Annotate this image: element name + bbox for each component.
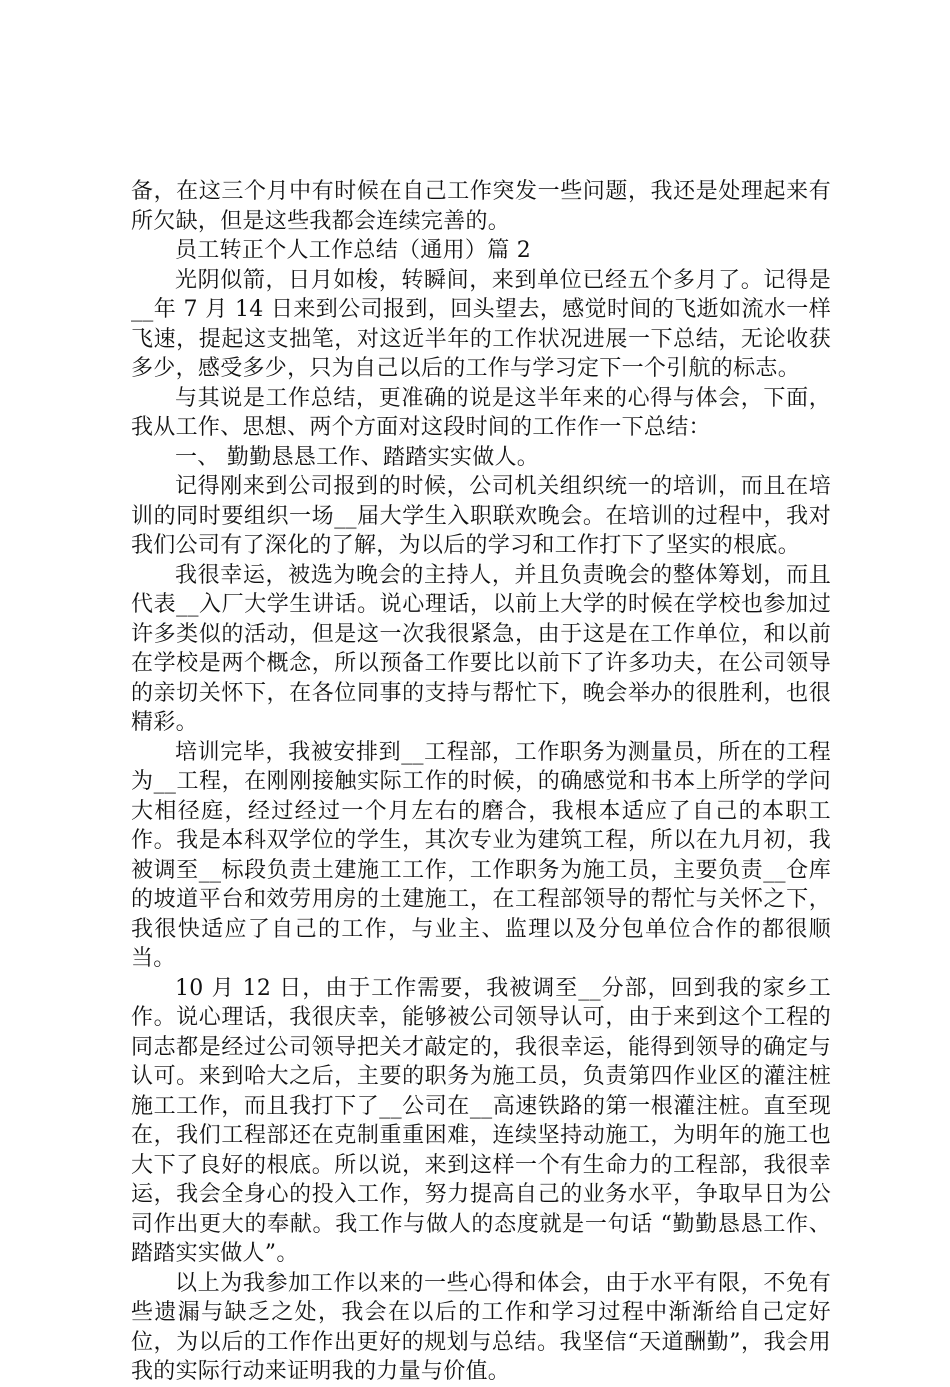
paragraph: 以上为我参加工作以来的一些心得和体会，由于水平有限，不免有些遗漏与缺乏之处，我会在以后的工作和学习过程中渐渐给自己定好位，为以后的工作作出更好的规划与总结。我坚信“天道酬勤”，我会用我的实际行动来证明我的力量与价值。	[131, 1270, 831, 1384]
paragraph: 与其说是工作总结，更准确的说是这半年来的心得与体会，下面，我从工作、思想、两个方面对这段时间的工作作一下总结：	[131, 385, 831, 440]
paragraph: 培训完毕，我被安排到__工程部，工作职务为测量员，所在的工程为__工程，在刚刚接触实际工作的时候，的确感觉和书本上所学的学问大相径庭，经过经过一个月左右的磨合，我根本适应了自己的本职工作。我是本科双学位的学生，其次专业为建筑工程，所以在九月初，我被调至__标段负责土建施工工作，工作职务为施工员，主要负责__仓库的坡道平台和效劳用房的土建施工，在工程部领导的帮忙与关怀之下，我很快适应了自己的工作，与业主、监理以及分包单位合作的都很顺当。	[131, 739, 831, 971]
paragraph: 10 月 12 日，由于工作需要，我被调至__分部，回到我的家乡工作。说心理话，我很庆幸，能够被公司领导认可，由于来到这个工程的同志都是经过公司领导把关才敲定的，我很幸运，能得到领导的确定与认可。来到哈大之后，主要的职务为施工员，负责第四作业区的灌注桩施工工作，而且我打下了__公司在__高速铁路的第一根灌注桩。直至现在，我们工程部还在克制重重困难，连续坚持动施工，为明年的施工也大下了良好的根底。所以说，来到这样一个有生命力的工程部，我很幸运，我会全身心的投入工作，努力提高自己的业务水平，争取早日为公司作出更大的奉献。我工作与做人的态度就是一句话 “勤勤恳恳工作、踏踏实实做人”。	[131, 975, 831, 1266]
document-body	[131, 177, 831, 1387]
paragraph: 光阴似箭，日月如梭，转瞬间，来到单位已经五个多月了。记得是__年 7 月 14 日来到公司报到，回头望去，感觉时间的飞逝如流水一样飞速，提起这支拙笔，对这近半年的工作状况进展一下总结，无论收获多少，感受多少，只为自己以后的工作与学习定下一个引航的标志。	[131, 267, 831, 381]
paragraph: 我很幸运，被选为晚会的主持人，并且负责晚会的整体筹划，而且代表__入厂大学生讲话。说心理话，以前上大学的时候在学校也参加过许多类似的活动，但是这一次我很紧急，由于这是在工作单位，和以前在学校是两个概念，所以预备工作要比以前下了许多功夫，在公司领导的亲切关怀下，在各位同事的支持与帮忙下，晚会举办的很胜利，也很精彩。	[131, 562, 831, 735]
paragraph-continuation: 备，在这三个月中有时候在自己工作突发一些问题，我还是处理起来有所欠缺，但是这些我都会连续完善的。	[131, 179, 831, 234]
subsection-heading: 一、 勤勤恳恳工作、踏踏实实做人。	[175, 444, 540, 470]
paragraph: 记得刚来到公司报到的时候，公司机关组织统一的培训，而且在培训的同时要组织一场__届大学生入职联欢晚会。在培训的过程中，我对我们公司有了深化的了解，为以后的学习和工作打下了坚实的根底。	[131, 474, 831, 558]
section-title: 员工转正个人工作总结（通用）篇 2	[175, 238, 532, 263]
